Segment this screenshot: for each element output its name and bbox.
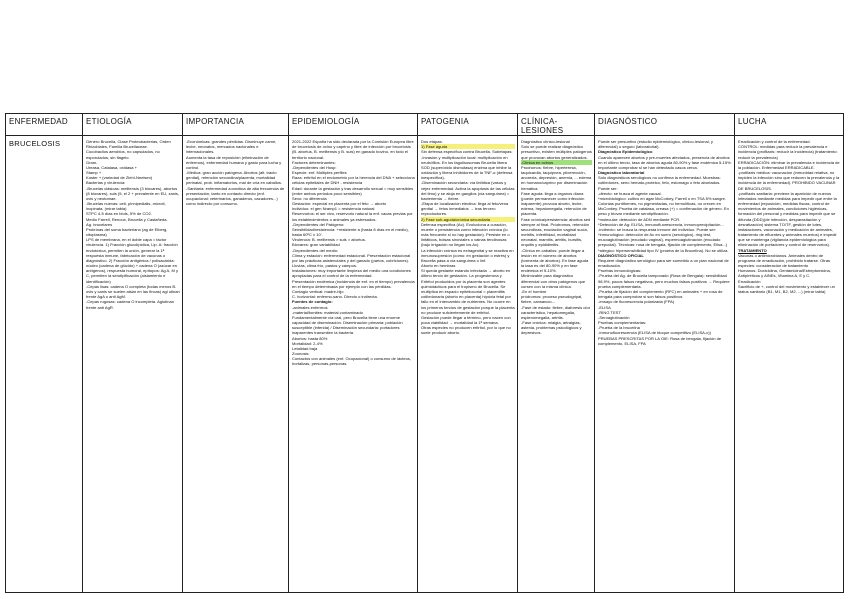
lucha-line: TRATAMIENTO <box>738 247 767 253</box>
diagnostico-cell <box>595 136 735 593</box>
importancia-line: -Médica: gran acción patógena. Abortos (alt. tracto genital), retención secundina/placenta, mortalidad perinatal, prob. inflamatorios, mal de cría en caballos. <box>186 170 283 186</box>
patogenia-line: Dos etapas: <box>421 139 443 144</box>
etiologia-line: -Brucelas clásicas: melitensis (3 biovares), abortus (8 biovares), suis (5, el 2 + prevalente en EU, zanis, ovis y neotomae. <box>86 185 180 201</box>
diagnostico-line: -ensayo de fluorescencia polarizada (FPA) <box>598 299 675 305</box>
patogenia-line: Otras especies no producen eritritol, por lo que no suele producir aborto. <box>421 325 511 336</box>
patogenia-line: -Diseminación secundaria: vía linfática (vasos y vejez enfermedad. Activa la apoptosis de las células del timo) y se aloja en ganglios (vía sanguínea) = bacteriemia → fiebre. <box>421 180 515 201</box>
patogenia-line: Aborto en hembras <box>421 263 456 269</box>
diagnostico-line: *inmunológico: detección de Ac en suero (serológico), ring test, mucoaglutinación (exudado vaginal), espermoaglutinación (exudado prepucial). Técnicas: rosa de bengala, fijación de complemento, Elisa...) <box>598 232 728 248</box>
lucha-cell <box>735 136 844 593</box>
diagnostico-line: -Prueba de fijación del complemento (RFC) en animales + en rosa de bengala para comprobar si son falsos positivos <box>598 288 723 300</box>
diagnostico-line: -Seroaglutinación <box>598 314 630 320</box>
clinica-line: -Fase de estado: fiebre, diaforesis olor característico, hepatomegalia, esplenomegalia, artritis. <box>521 304 591 320</box>
clinica-line: Diagnóstico clínico-lesional <box>521 139 570 144</box>
etiologia-line: Ag. brucelares <box>86 221 113 227</box>
etiologia-line: Proteínas del soma bacteriano (ag de Elberg, citoplasma) <box>86 226 168 238</box>
etiologia-line: Bacterias y virulencia: <box>86 180 126 186</box>
epidemiologia-line: Clima y estación: enfermedad estacional. Presentación estacional por las prácticas asistenciales y del ganado (partos, cubriciones). Lluvias, clima frío, pastos y campos. <box>292 252 411 269</box>
diagnostico-line: Pruebas complementarias: <box>598 320 647 326</box>
epidemiologia-line: Abortos: hasta 80% <box>292 335 328 341</box>
disease-name: BRUCELOSIS <box>9 139 61 148</box>
lucha-line: Erradicación <box>738 278 761 284</box>
diagnostico-line: DIAGNÓSTICO OFICIAL <box>598 252 644 258</box>
diagnostico-line: -directo: se busca el agente causal. <box>598 190 662 196</box>
clinica-line: pródromos: proceso pseudogripal, fiebre, cansancio... <box>521 294 583 305</box>
diagnostico-line: Solo diagnósticos serológicos no confirma la enfermedad. Muestras: cotiledones, seno hemato-proteico, feto, estomago o feto abortados. Puede ser: <box>598 175 721 191</box>
clinica-line: Fase aguda: llega a órganos diana (puede permanecer como infección inaparente) provoca aborto, leche, edema, hepatomegalia, retención de placenta. <box>521 190 587 217</box>
epidemiologia-line: Biovares: gran variabilidad <box>292 242 340 248</box>
epidemiologia-line: Contagio vertical: madre-hijo <box>292 288 344 294</box>
epidemiologia-line: -material/fomites: material contaminado <box>292 309 363 315</box>
diagnostico-line: Puede ser presuntivo (estudio epidemiológico, clínico-lesional, y diferencial) o seguro (laboratorial). <box>598 139 713 150</box>
header-importancia: IMPORTANCIA <box>183 114 289 136</box>
epidemiologia-line: Virulencia: B. melitensis > suis > abortus. <box>292 237 366 243</box>
epidemiologia-cell <box>289 136 418 593</box>
etiologia-line: Stamp + <box>86 170 102 176</box>
lucha-line: Erradicación y control de la enfermedad. <box>738 139 811 144</box>
etiologia-cell <box>83 136 183 593</box>
etiologia-line: -Brucelas nuevas: ceti, pinnipedialis, microti, inopinata. (mirar tabla) <box>86 201 166 212</box>
etiologia-line: Gram- <box>86 159 98 165</box>
lucha-line: Vacunas o antimicrobianos. Animales dentro de programa de erradicación, prohibido tratarse. Otras especies: consideración de tratamiento <box>738 252 830 269</box>
epidemiologia-line: Sensibilidad/resistencia: +resistente a (hasta 8 días en el medio), hasta 60ºC x 10'. <box>292 226 409 238</box>
epidemiologia-line: Sexo: no diferencia <box>292 195 327 201</box>
epidemiologia-line: Instalaciones: muy importante limpieza del medio una condiciones apropiadas para el control de la enfermedad. <box>292 268 411 279</box>
patogenia-line: -Invasión y multiplicación local: multiplicación en neutrófilos. En los fagolisosomas Brucella libera SOD (superóxido dismutasa) enzima que inhibe la oxidación y libera inhibidores de la TNF-α (defensa inespecífica). <box>421 154 513 181</box>
clinica-line: -Fase crónica: mialgia, artralgias, astenia, problemas psicológicos y depresivos. <box>521 320 582 336</box>
patogenia-line: Si queda gestante estando infectada → aborto en último tercio de gestación. La progesterona y Eritritol producidos por la placenta son agentes quimiotácticos para el tropismo de Brucella. Se multiplica en espacio epiteliocorial = placentitis cotiledonaria (aborto en placenta) hipóxia fetal por fallo en el intercambio de nutrientes. No ocurre en los primeros tercios de gestación porque la placenta no produce sufcientemente de eritritol. <box>421 268 515 315</box>
epidemiologia-line: Presentación endémica (incidencia de enf. en el tiempo) prevalencia en el tiempo determinada por ejemplo con las pérdidas. <box>292 278 415 289</box>
epidemiologia-line: Reservorios: el ser vivo, reservorio natural la enf. vacas previas por los establecimientos o animales ya estresados. <box>292 211 413 222</box>
epidemiologia-line: Factores determinantes: <box>292 159 336 165</box>
header-diagnostico: DIAGNÓSTICO <box>595 114 735 136</box>
diagnostico-line: -ELISA <box>598 304 611 310</box>
etiologia-line: Cocobacilos aerobios, no capsulados, no esporulados, sin flagelo. <box>86 149 160 160</box>
epidemiologia-line: -Dependientes del medio: <box>292 247 339 253</box>
lucha-line: ERRADICACIÓN: eliminar la prevalencia e incidencia de la población. Enfermedad ERRADICABLE. <box>738 159 840 170</box>
epidemiologia-line: Fundamentalmente vía oral, pero Brucella tiene una enorme capacidad de diseminación. Diseminación primaria: población susceptible (inferida) / Diseminación secundaria: portadores inaparentes transmiten la bacteria. <box>292 314 403 336</box>
header-clinica-lesiones: CLÍNICA-LESIONES <box>518 114 595 136</box>
epidemiologia-line: Mortalidad: 2-4% <box>292 340 323 346</box>
diagnostico-line: *molecular: detección de ADN mediante PCR. <box>598 216 681 222</box>
epidemiologia-line: Especie: enf. Múltiples perfiles <box>292 170 347 176</box>
header-epidemiologia: EPIDEMIOLOGÍA <box>289 114 418 136</box>
importancia-line: Aumenta la tasa de reposición (eliminación de enfermos), enfermedad humana y gasto para lucha y control. <box>186 154 282 170</box>
diagnostico-line: -Prueba del Ag. de Brucella tamponado (Rosa de Bengala): sensibilidad 98.9%, pocos falsos negativos, pero muchos falsos positivos → Requiere prueba complementaria. <box>598 273 730 289</box>
epidemiologia-line: Gestación: especial en placenta por el feto → aborto <box>292 201 387 207</box>
diagnostico-line: Cuando aparecen abortos y pre-muertes afectados, presencia de abortos en el último tercio, tasa de abortos aguda 80-90% y fase endémica 5-15%. Importante comprobar si se han detectado casos cerca. <box>598 154 732 170</box>
lucha-line: Sacrificio de +, control del movimiento y establecer un status sanitario (B1, M1, B2, M2, ...) (mirar tabla) <box>738 283 835 294</box>
patogenia-line: Sin defensa específica contra Brucella. Subetapas: <box>421 149 513 155</box>
epidemiologia-line: -Dependientes del Hosp: <box>292 164 337 170</box>
diagnostico-line: Requiere diagnóstico serológico para ser sometido a un plan nacional de erradicación. <box>598 257 729 269</box>
patogenia-line: -Etapa de localización electiva: llega al feto/vena genital → fetos inmediatos → tras tercero reproductores. <box>421 201 509 217</box>
clinica-line: Prodromos: fiebre, hipertermia, taquicardia, taquipnea, piloerección, anorexia, depresión, anemia, ... edema en humano/caprino por diseminación hematica. <box>521 164 592 191</box>
clinica-line: -Clínica en ovinos <box>521 160 592 165</box>
diagnostico-line: Diagnóstico laboratorial <box>598 170 645 176</box>
epidemiologia-line: Zoonosis: <box>292 351 310 357</box>
epidemiologia-line: Individuo: el gen Nramp1 = resistencia natural <box>292 206 375 212</box>
epidemiologia-line: Raza: eritritol en el endometrio por la herencia del DNA + selecciona células epiteliales de DNH - resistencia <box>292 175 415 186</box>
diagnostico-line: -indirecto: se busca la respuesta inmune del individuo. Puede ser: <box>598 226 717 232</box>
header-enfermedad: ENFERMEDAD <box>6 114 83 136</box>
diagnostico-line: -Prueba de la brucelina <box>598 325 640 331</box>
clinica-line: Solo se puede realizar diagnóstico presuntivo, existen múltiples patógenos que provocan abortos generalizados. <box>521 144 592 160</box>
header-lucha: LUCHA <box>735 114 844 136</box>
diagnostico-line: *microbiológico: cultivo en agar McCorkey, Farrell o en TSA 5% sangre. Colonias puntiformes, no pigmentadas, no hemolíticas, no crecen en McConkey. Prueba de catalasa, ureasa (+) = confirmación de género. En peso y biovar mediante serotipificación. <box>598 195 729 217</box>
patogenia-line: 2) Fase sub-aguda/crónica secundaria <box>421 217 515 222</box>
header-etiologia: ETIOLOGÍA <box>83 114 183 136</box>
importancia-cell <box>183 136 289 593</box>
diagnostico-line: Pruebas inmunológicas: <box>598 268 642 274</box>
epidemiologia-line: C. horizontal: enfermo-sano. Directo o indirecta. <box>292 294 378 300</box>
patogenia-line: Defensa específica (Ac). Evoluciona a curación, muerte o persistencia como infección crónica (lo más frecuente si no hay gestación). Persiste en o linfáticos, bolsas sinoviales o vainas tendinosas (bajo irrigación no llegan los Ac). <box>421 221 510 248</box>
importancia-line: -Económicas: grandes pérdidas. Disminuye carne, leche, neonatos, mercados nacionales e internacionales. <box>186 139 277 155</box>
etiologia-line: STPC 4-5 días en biols, 5% de CO2. <box>86 211 152 217</box>
etiologia-line: -Cepas lisas: cadena O completa (todas menos B. ovis y canis se suelen aislar en las fincas) agl utinan frente AgA o anti AgM. <box>86 283 180 300</box>
diagnostico-line: *alérgico: hipersensibilidad tipo IV (prueba de la Brucelina). No se utiliza. <box>598 247 729 253</box>
patogenia-line: La infección crónica es extragenital y se reactiva en inmunosupresión (como: en gestación o estrés) y Brucella pasa a vía sanguínea o linf. <box>421 247 514 263</box>
epidemiologia-line: Contactos con animales (enf. Ocupacional) o consumo de lácteos, hortalizas, personas-personas. <box>292 356 411 367</box>
patogenia-cell <box>418 136 518 593</box>
clinica-cell <box>518 136 595 593</box>
lucha-line: Humanos: Doxiciclina, Gentamicina/Estreptomicina, Antipiréticos y AINEs, Vitamina A, E y C. <box>738 268 831 279</box>
lucha-line: -profilaxis médica: vacunación (inmunidad relativa, no impiden la infección sino que reducen la prevalencia y la incidencia de la enfermedad). PROHIBIDO VACUNAR DE BRUCELOSIS. <box>738 170 840 191</box>
clinica-line: -En el hombre <box>521 288 547 294</box>
etiologia-line: Medio Farrell, Renoux, Brucella y Castañeda. <box>86 216 168 222</box>
clinica-line: Fase crónica/persistencia: abortos sed siempre al final. Pródromos, retención secundinas, exudación vaginal sucia, metritis, infertilidad, mortalidad neonatal, mamitis, artritis, bursitis, orquitis y epididimitis. <box>521 216 591 248</box>
epidemiologia-line: 2021-2022 España ha sido declarada por la Comisión Europea libre de brucelosis de ovino y caprino y libre de infección por brucelosis (B. abortus, B. melitensis y B. suis) en ganado bovino, en todo el territorio nacional. <box>292 139 414 160</box>
patogenia-line: Gestación puede llegar a término, pero nacen con poca viabilidad → mortalidad la 1ª semana. <box>421 314 511 326</box>
etiologia-line: LPS de membrana, en el doble capa = factor virulencia. 1) Fracción glucolípidica, Lip. A: fracción endotóxica, permiten la unión, generar la 1ª respuesta inmune, fabricación de vacunas o diagnóstico. 2) Fracción antigénica / polisacárida: núcleo (cadena de glúcido) + cadena O (azúcar en antígenos), respuesta humoral, epítopos: Ag A, M y C, permiten la serotipificación (aislamiento e identificación) <box>86 237 179 284</box>
epidemiologia-line: -Dependientes del Patógeno: <box>292 221 345 227</box>
etiologia-line: -Cepas rugosas: cadena O incompleta. Aglutinan frente anti AgR. <box>86 299 174 310</box>
epidemiologia-line: Fuentes de contagio: <box>292 299 333 305</box>
brucelosis-summary-table <box>5 113 844 593</box>
clinica-line: -Clínica en caballos: puede llegar a lesión en el número de abortos (tormenta de abortos). En fase aguda la tasa es del 80-90% y en fase endémica el 5-10%. <box>521 247 589 274</box>
etiologia-line: Ureasa, Catalasa, oxidasa + <box>86 164 137 170</box>
clinica-line: Minimizable para diagnóstico diferencial con otros patógenos que cursen con la misma clínica. <box>521 273 586 289</box>
diagnostico-line: PRUEBAS PRESCRITAS POR LA OIE: Rosa de bengala, fijación de complemento, ELISA, FPA <box>598 335 722 346</box>
disease-cell <box>6 136 83 593</box>
etiologia-line: Koster + (variedad de Ziehl-Neelsen) <box>86 175 153 181</box>
epidemiologia-line: Letalidad baja <box>292 345 318 351</box>
diagnostico-line: -Inmunofluorescencia (ELISA de bloque competitivo (ELISA-c)) <box>598 330 711 336</box>
header-row <box>6 114 844 136</box>
lucha-line: -profilaxis sanitaria: previene la aparición de nuevos infectados mediante medidas para impedir que entre la enfermedad (reposición, medidas fiscas, control de movimientos de animales, condiciones higiénicas, formación del personal y medidas para impedir que se difunda (DDD)(de infección, desparasitación y desratización) sistema TO/TF, gestión de lotes, instalaciones, vacunación y medicación de animales, tratamiento de efluentes y animales muertos) e impedir que se mantenga (vigilancia epidemiológica para eliminación de portadores y control de reservorios). <box>738 190 837 248</box>
epidemiologia-line: -animales enfermos <box>292 304 328 310</box>
patogenia-line: 1) Fase aguda <box>421 144 515 149</box>
diagnostico-line: Diagnóstico Epidemiológico <box>598 149 653 155</box>
epidemiologia-line: Edad: durante la gestación y tras desarrollo sexual = muy sensibles (entre ambos periodos poco sensibles) <box>292 185 414 196</box>
diagnostico-line: *Detección de Ag: ELISA, inmunofluorescencia, inmunoprecipitación... <box>598 221 724 227</box>
etiologia-line: Género Brucella, Clase Proteobacterias, Orden Rhizobiales, Familia Brucellaceae. <box>86 139 171 150</box>
lucha-line: CONTROL: medidas para reducir la prevalencia e incidencia (profilaxis: reducir la incidencia) (tratamiento: reducir la prevalencia) <box>738 144 838 160</box>
disease-row <box>6 136 844 593</box>
header-patogenia: PATOGENIA <box>418 114 518 136</box>
diagnostico-line: -RING TEST <box>598 309 621 315</box>
importancia-line: -Sanitaria: enfermedad zoonótica de alta frecuencia de presentación, tanto en contacto directo (enf. ocupacional: veterinarios, ganaderos, cazadores...) como indirecto por consumo. <box>186 185 285 207</box>
